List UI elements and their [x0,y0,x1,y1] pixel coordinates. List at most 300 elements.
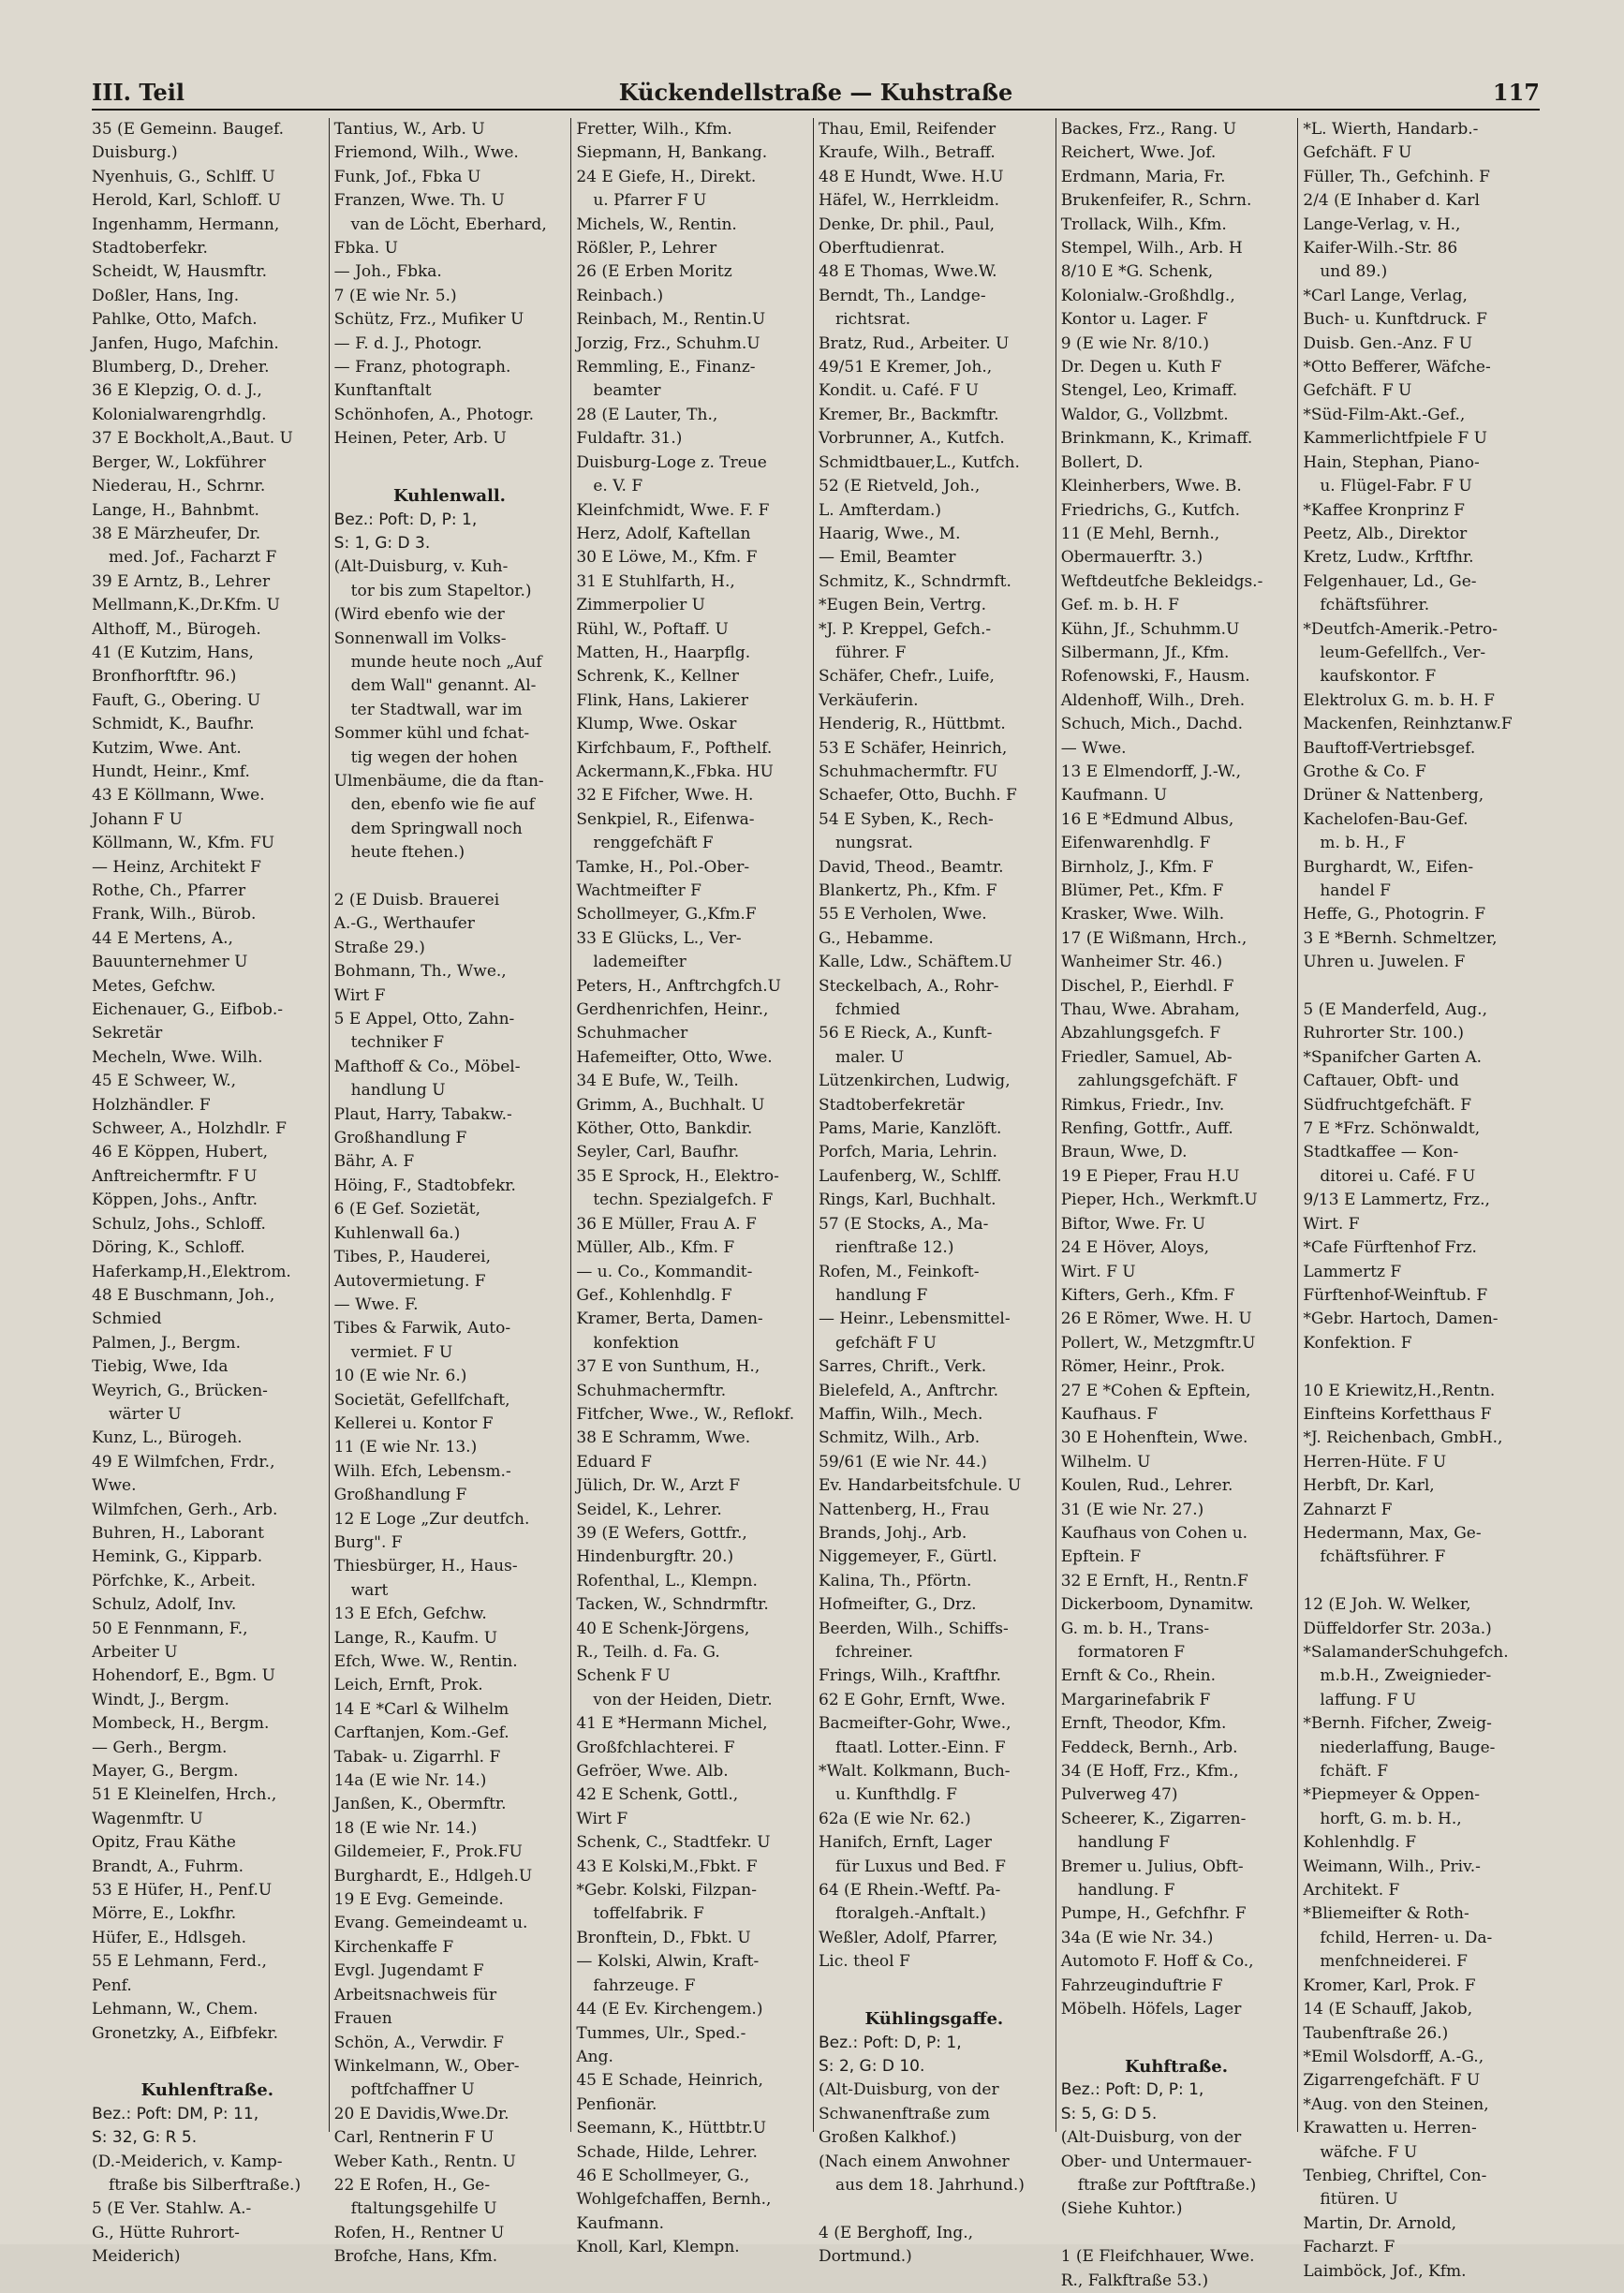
directory-entry-line: Braun, Wwe, D. [1060,1143,1188,1162]
directory-entry-line: (Siehe Kuhtor.) [1060,2199,1183,2219]
header-rule [92,109,1540,111]
directory-entry-line: — Franz, photograph. [333,358,511,377]
directory-entry-line: rienftraße 12.) [835,1238,954,1258]
directory-entry-line: vermiet. F U [350,1342,453,1362]
directory-entry-line: ftaatl. Lotter.-Einn. F [835,1738,1006,1757]
directory-entry-line: Ernft, Theodor, Kfm. [1060,1714,1227,1734]
directory-entry-line: Porfch, Maria, Lehrin. [819,1143,997,1162]
directory-entry-line: Konfektion. F [1303,1333,1412,1353]
directory-entry-line: 56 E Rieck, A., Kunft- [819,1024,993,1043]
directory-entry-line: fchäftsführer. F [1320,1547,1446,1567]
directory-entry-line: Sekretär [92,1024,163,1043]
directory-entry-line: Ackermann,K.,Fbka. HU [576,762,774,781]
directory-entry-line: Kremer, Br., Backmftr. [819,405,999,424]
directory-entry-line: Denke, Dr. phil., Paul, [819,215,996,234]
directory-entry-line: Bauftoff-Vertriebsgef. [1303,738,1476,758]
directory-entry-line: Societät, Gefellfchaft, [333,1390,510,1410]
directory-entry-line: Margarinefabrik F [1060,1690,1211,1709]
directory-entry-line: 50 E Fennmann, F., [92,1619,248,1638]
directory-entry-line: Pollert, W., Metzgmftr.U [1060,1333,1256,1353]
directory-entry-line: Anftreichermftr. F U [92,1166,258,1186]
directory-entry-line: Franzen, Wwe. Th. U [333,191,505,211]
directory-entry-line: Tenbieg, Chriftel, Con- [1303,2166,1487,2185]
directory-entry-line: *Carl Lange, Verlag, [1303,286,1468,305]
directory-entry-line: Hohendorf, E., Bgm. U [92,1666,276,1686]
directory-entry-line: 5 (E Ver. Stahlw. A.- [92,2199,252,2219]
directory-entry-line: Südfruchtgefchäft. F [1303,1095,1472,1115]
directory-entry-line: Lic. theol F [819,1952,910,1972]
directory-entry-line: 6 (E Gef. Sozietät, [333,1200,481,1220]
directory-entry-line: Lützenkirchen, Ludwig, [819,1072,1011,1091]
directory-entry-line: Wilh. Efch, Lebensm.- [333,1461,511,1481]
directory-entry-line: Bremer u. Julius, Obft- [1060,1857,1244,1876]
directory-entry-line: Niggemeyer, F., Gürtl. [819,1547,997,1567]
directory-entry-line: Schäfer, Chefr., Luife, [819,667,995,687]
directory-entry-line: 14 (E Schauff, Jakob, [1303,2000,1473,2019]
directory-entry-line: Schwanenftraße zum [819,2104,991,2123]
directory-entry-line: Düffeldorfer Str. 203a.) [1303,1619,1492,1638]
directory-entry-line: 7 E *Frz. Schönwaldt, [1303,1119,1481,1139]
directory-entry-line: Thau, Wwe. Abraham, [1060,1000,1240,1020]
directory-entry-line: 48 E Buschmann, Joh., [92,1285,275,1305]
directory-entry-line: 55 E Verholen, Wwe. [819,905,987,925]
directory-entry-line: Pahlke, Otto, Mafch. [92,310,258,330]
directory-entry-line: Burg". F [333,1532,403,1552]
directory-entry-line: Wachtmeifter F [576,881,701,900]
directory-entry-line: Beerden, Wilh., Schiffs- [819,1619,1009,1638]
directory-entry-line: ftoralgeh.-Anftalt.) [835,1904,986,1924]
directory-entry-line: Schmitz, Wilh., Arb. [819,1428,981,1448]
directory-entry-line: 38 E Schramm, Wwe. [576,1428,751,1448]
directory-entry-line: S: 2, G: D 10. [819,2056,925,2076]
directory-entry-line: Kalle, Ldw., Schäftem.U [819,953,1012,972]
directory-entry-line: Haferkamp,H.,Elektrom. [92,1262,291,1281]
directory-entry-line: Ingenhamm, Hermann, [92,215,280,234]
directory-entry-line: — Heinr., Lebensmittel- [819,1309,1011,1329]
directory-entry-line: Steckelbach, A., Rohr- [819,976,999,996]
directory-entry-line: Henderig, R., Hüttbmt. [819,715,1006,734]
directory-entry-line: Duisburg-Loge z. Treue [576,452,767,472]
directory-entry-line: Rimkus, Friedr., Inv. [1060,1095,1225,1115]
directory-entry-line: *Cafe Fürftenhof Frz. [1303,1238,1477,1258]
directory-entry-line: R., Teilh. d. Fa. G. [576,1643,720,1662]
directory-entry-line: Pulverweg 47) [1060,1785,1178,1805]
directory-entry-line: Tibes & Farwik, Auto- [333,1319,511,1339]
directory-entry-line: Jorzig, Frz., Schuhm.U [576,333,760,353]
directory-entry-line: Berger, W., Lokführer [92,452,266,472]
directory-entry-line: Hüfer, E., Hdlsgeh. [92,1928,246,1947]
directory-entry-line: Bronfhorftftr. 96.) [92,667,237,687]
directory-entry-line: Wirt. F [1303,1214,1360,1234]
directory-entry-line: 44 (E Ev. Kirchengem.) [576,2000,763,2019]
directory-entry-line: Bez.: Poft: D, P: 1, [333,510,478,529]
directory-entry-line: Kalina, Th., Pförtn. [819,1571,972,1590]
directory-entry-line: 36 E Müller, Frau A. F [576,1214,757,1234]
directory-entry-line: Kaufmann. [576,2213,664,2233]
directory-entry-line: handlung F [1077,1833,1171,1853]
directory-entry-line: Häfel, W., Herrkleidm. [819,191,1000,211]
directory-entry-line: Kleinherbers, Wwe. B. [1060,477,1242,496]
directory-entry-line: *Spanifcher Garten A. [1303,1047,1483,1067]
directory-entry-line: Ober- und Untermauer- [1060,2152,1252,2171]
directory-entry-line: niederlaffung, Bauge- [1320,1738,1496,1757]
directory-entry-line: Rothe, Ch., Pfarrer [92,881,246,900]
directory-entry-line: Remmling, E., Finanz- [576,358,756,377]
directory-entry-line: *Emil Wolsdorff, A.-G., [1303,2047,1484,2066]
directory-entry-line: Fürftenhof-Weinftub. F [1303,1285,1488,1305]
directory-entry-line: 45 E Schweer, W., [92,1072,237,1091]
directory-entry-line: 10 (E wie Nr. 6.) [333,1367,467,1386]
directory-entry-line: (D.-Meiderich, v. Kamp- [92,2152,283,2171]
directory-entry-line: 37 E Bockholt,A.,Baut. U [92,429,293,449]
directory-entry-line: Krasker, Wwe. Wilh. [1060,905,1225,925]
directory-entry-line: Kramer, Berta, Damen- [576,1309,763,1329]
directory-entry-line: ter Stadtwall, war im [350,700,523,719]
directory-entry-line: 39 (E Wefers, Gottfr., [576,1523,747,1543]
directory-entry-line: Lammertz F [1303,1262,1402,1281]
directory-entry-line: 53 E Schäfer, Heinrich, [819,738,1008,758]
directory-entry-line: Krawatten u. Herren- [1303,2119,1477,2138]
directory-entry-line: 53 E Hüfer, H., Penf.U [92,1881,273,1901]
directory-entry-line: für Luxus und Bed. F [835,1857,1006,1876]
directory-entry-line: 41 E *Hermann Michel, [576,1714,768,1734]
directory-entry-line: 2/4 (E Inhaber d. Karl [1303,191,1480,211]
directory-columns [92,118,1540,2290]
directory-entry-line: Niederau, H., Schrnr. [92,477,266,496]
directory-entry-line: m.b.H., Zweignieder- [1320,1666,1492,1686]
directory-entry-line: 3 E *Bernh. Schmeltzer, [1303,928,1498,948]
directory-entry-line: 12 E Loge „Zur deutfch. [333,1509,530,1529]
directory-entry-line: Laimböck, Jof., Kfm. [1303,2261,1467,2281]
directory-entry-line: ftraße zur Poftftraße.) [1077,2175,1257,2195]
directory-entry-line: Hundt, Heinr., Kmf. [92,762,250,781]
directory-entry-line: konfektion [593,1333,679,1353]
directory-entry-line: David, Theod., Beamtr. [819,857,1004,877]
directory-entry-line: Kuhlenftraße. [140,2080,274,2101]
directory-entry-line: führer. F [835,643,907,662]
directory-entry-line: 64 (E Rhein.-Weftf. Pa- [819,1881,1001,1901]
directory-entry-line: Römer, Heinr., Prok. [1060,1357,1226,1377]
directory-entry-line: richtsrat. [835,310,911,330]
directory-entry-line: Wwe. [92,1476,137,1496]
directory-entry-line: Martin, Dr. Arnold, [1303,2213,1457,2233]
directory-entry-line: beamter [593,381,661,401]
directory-entry-line: Frauen [333,2009,392,2029]
directory-entry-line: Großfchlachterei. F [576,1738,735,1757]
directory-entry-line: Blümer, Pet., Kfm. F [1060,881,1224,900]
directory-entry-line: Rofen, M., Feinkoft- [819,1262,980,1281]
directory-entry-line: Friemond, Wilh., Wwe. [333,143,519,163]
directory-entry-line: Funk, Jof., Fbka U [333,167,481,186]
directory-entry-line: Bauunternehmer U [92,953,248,972]
directory-entry-line: 49 E Wilmfchen, Frdr., [92,1452,275,1472]
directory-entry-line: Pörfchke, K., Arbeit. [92,1571,256,1590]
directory-entry-line: Herz, Adolf, Kaftellan [576,524,751,543]
directory-entry-line: Schollmeyer, G.,Kfm.F [576,905,757,925]
directory-entry-line: Bollert, D. [1060,452,1144,472]
directory-entry-line: Straße 29.) [333,938,425,957]
directory-entry-line: 43 E Kolski,M.,Fbkt. F [576,1857,758,1876]
directory-entry-line: Laufenberg, W., Schlff. [819,1166,1002,1186]
directory-entry-line: Frings, Wilh., Kraftfhr. [819,1666,1001,1686]
directory-entry-line: Nattenberg, H., Frau [819,1500,990,1519]
directory-entry-line: Kirfchbaum, F., Pofthelf. [576,738,773,758]
directory-entry-line: — Wwe. [1060,738,1127,758]
directory-entry-line: 62 E Gohr, Ernft, Wwe. [819,1690,1006,1709]
directory-entry-line: Buch- u. Kunftdruck. F [1303,310,1487,330]
directory-entry-line: Köllmann, W., Kfm. FU [92,834,275,853]
directory-entry-line: 1 (E Fleifchhauer, Wwe. [1060,2247,1255,2267]
directory-entry-line: Kleinfchmidt, Wwe. F. F [576,500,770,520]
directory-entry-line: Kondit. u. Café. F U [819,381,979,401]
directory-entry-line: S: 1, G: D 3. [333,533,431,553]
directory-entry-line: heute ftehen.) [350,843,465,863]
directory-entry-line: den, ebenfo wie fie auf [350,795,535,815]
directory-entry-line: 31 E Stuhlfarth, H., [576,571,735,591]
directory-entry-line: Peetz, Alb., Direktor [1303,524,1468,543]
directory-entry-line: Zahnarzt F [1303,1500,1393,1519]
directory-entry-line: G., Hebamme. [819,928,934,948]
directory-entry-line: Schulz, Johs., Schloff. [92,1214,266,1234]
blank-line [1303,1570,1534,1593]
directory-entry-line: Herbft, Dr. Karl, [1303,1476,1435,1496]
directory-entry-line: fchmied [835,1000,901,1020]
directory-entry-line: 40 E Schenk-Jörgens, [576,1619,750,1638]
directory-entry-line: Scheerer, K., Zigarren- [1060,1809,1247,1828]
blank-line [1303,975,1534,999]
directory-entry-line: med. Jof., Facharzt F [109,548,277,568]
directory-entry-line: Mörre, E., Lokfhr. [92,1904,237,1924]
directory-entry-line: Ang. [576,2047,613,2066]
blank-line [819,1975,1050,1998]
directory-entry-line: Fretter, Wilh., Kfm. [576,120,732,139]
directory-entry-line: Bez.: Poft: D, P: 1, [1060,2080,1204,2100]
directory-entry-line: Leich, Ernft, Prok. [333,1676,483,1695]
directory-entry-line: zahlungsgefchäft. F [1077,1072,1238,1091]
directory-entry-line: Abzahlungsgefch. F [1060,1024,1221,1043]
directory-entry-line: Schade, Hilde, Lehrer. [576,2142,758,2162]
directory-entry-line: Kühlingsgaffe. [864,2009,1004,2030]
directory-entry-line: Wanheimer Str. 46.) [1060,953,1223,972]
directory-entry-line: Tabak- u. Zigarrhl. F [333,1747,501,1767]
directory-entry-line: Drüner & Nattenberg, [1303,786,1484,806]
street-range-title: Kückendellstraße — Kuhstraße [618,79,1013,106]
directory-entry-line: S: 32, G: R 5. [92,2128,198,2148]
directory-entry-line: Maffin, Wilh., Mech. [819,1404,983,1424]
directory-entry-line: Schweer, A., Holzhdlr. F [92,1119,287,1139]
directory-entry-line: Janßen, K., Obermftr. [333,1795,507,1814]
directory-entry-line: Dickerboom, Dynamitw. [1060,1595,1254,1615]
directory-entry-line: Autovermietung. F [333,1271,486,1291]
directory-entry-line: Eduard F [576,1452,652,1472]
directory-entry-line: 35 (E Gemeinn. Baugef. [92,120,285,139]
directory-entry-line: 13 E Efch, Gefchw. [333,1605,487,1624]
directory-entry-line: maler. U [835,1047,905,1067]
directory-entry-line: Bratz, Rud., Arbeiter. U [819,333,1010,353]
directory-entry-line: 11 (E wie Nr. 13.) [333,1438,478,1457]
directory-entry-line: 9 (E wie Nr. 8/10.) [1060,333,1209,353]
directory-entry-line: Heffe, G., Photogrin. F [1303,905,1486,925]
directory-entry-line: fitüren. U [1320,2190,1398,2210]
directory-entry-line: Möbelh. Höfels, Lager [1060,2000,1242,2019]
directory-entry-line: Sommer kühl und fchat- [333,724,530,744]
directory-entry-line: Lange-Verlag, v. H., [1303,215,1461,234]
directory-entry-line: Tiebig, Wwe, Ida [92,1357,229,1377]
directory-entry-line: 42 E Schenk, Gottl., [576,1785,739,1805]
directory-entry-line: Fauft, G., Obering. U [92,690,261,710]
directory-entry-line: Schuch, Mich., Dachd. [1060,715,1244,734]
directory-entry-line: Taubenftraße 26.) [1303,2023,1449,2043]
directory-entry-line: Kuhlenwall 6a.) [333,1223,461,1243]
directory-entry-line: Windt, J., Bergm. [92,1690,229,1709]
directory-entry-line: Biftor, Wwe. Fr. U [1060,1214,1206,1234]
directory-entry-line: Kromer, Karl, Prok. F [1303,1975,1476,1995]
directory-entry-line: 20 E Davidis,Wwe.Dr. [333,2104,509,2123]
directory-entry-line: Frank, Wilh., Bürob. [92,905,257,925]
directory-entry-line: Buhren, H., Laborant [92,1523,264,1543]
directory-entry-line: — Kolski, Alwin, Kraft- [576,1952,760,1972]
directory-entry-line: Janfen, Hugo, Mafchin. [92,333,279,353]
directory-entry-line: Arbeitsnachweis für [333,1985,497,2005]
directory-entry-line: 22 E Rofen, H., Ge- [333,2175,491,2195]
directory-entry-line: 34 E Bufe, W., Teilh. [576,1072,739,1091]
directory-entry-line: fchäft. F [1320,1762,1388,1782]
directory-entry-line: Einfteins Korfetthaus F [1303,1404,1492,1424]
directory-entry-line: Trollack, Wilh., Kfm. [1060,215,1227,234]
directory-entry-line: — Wwe. F. [333,1294,419,1314]
directory-entry-line: 33 E Glücks, L., Ver- [576,928,742,948]
directory-entry-line: Rofen, H., Rentner U [333,2223,505,2242]
column-5 [1056,118,1298,2290]
directory-entry-line: Kellerei u. Kontor F [333,1413,494,1433]
directory-entry-line: Schmied [92,1309,162,1329]
directory-entry-line: Kaufmann. U [1060,786,1168,806]
directory-entry-line: Schenk, C., Stadtfekr. U [576,1833,771,1853]
directory-entry-line: (Wird ebenfo wie der [333,605,505,625]
directory-entry-line: Bacmeifter-Gohr, Wwe., [819,1714,1011,1734]
directory-entry-line: Pams, Marie, Kanzlöft. [819,1119,1002,1139]
directory-entry-line: Kaufhaus. F [1060,1404,1159,1424]
directory-entry-line: handel F [1320,881,1391,900]
directory-entry-line: *Gebr. Kolski, Filzpan- [576,1881,757,1901]
page-number: 117 [1492,79,1540,106]
directory-entry-line: Matten, H., Haarpflg. [576,643,751,662]
directory-entry-line: Siepmann, H, Bankang. [576,143,768,163]
directory-entry-line: Tummes, Ulr., Sped.- [576,2023,746,2043]
directory-entry-line: (Alt-Duisburg, von der [1060,2128,1242,2148]
directory-entry-line: *Süd-Film-Akt.-Gef., [1303,405,1466,424]
directory-entry-line: Schmidtbauer,L., Kutfch. [819,452,1020,472]
directory-entry-line: Schönhofen, A., Photogr. [333,405,534,424]
directory-entry-line: wart [350,1580,389,1600]
directory-entry-line: Verkäuferin. [819,690,919,710]
directory-entry-line: Stadtkaffee — Kon- [1303,1143,1459,1162]
directory-entry-line: Holzhändler. F [92,1095,211,1115]
directory-entry-line: *Piepmeyer & Oppen- [1303,1785,1481,1805]
directory-entry-line: 46 E Köppen, Hubert, [92,1143,268,1162]
directory-entry-line: Hanifch, Ernft, Lager [819,1833,992,1853]
directory-entry-line: *Otto Befferer, Wäfche- [1303,358,1491,377]
directory-entry-line: 19 E Evg. Gemeinde. [333,1890,504,1910]
directory-entry-line: Kirchenkaffe F [333,1937,454,1957]
directory-entry-line: Schenk F U [576,1666,671,1686]
directory-entry-line: Elektrolux G. m. b. H. F [1303,690,1495,710]
directory-entry-line: 43 E Köllmann, Wwe. [92,786,265,806]
directory-entry-line: — u. Co., Kommandit- [576,1262,753,1281]
directory-entry-line: Efch, Wwe. W., Rentin. [333,1652,518,1671]
directory-entry-line: Dischel, P., Eierhdl. F [1060,976,1234,996]
directory-entry-line: Fuldaftr. 31.) [576,429,683,449]
directory-entry-line: 57 (E Stocks, A., Ma- [819,1214,989,1234]
directory-entry-line: 46 E Schollmeyer, G., [576,2166,750,2185]
directory-entry-line: ftraße bis Silberftraße.) [109,2175,302,2195]
directory-entry-line: 41 (E Kutzim, Hans, [92,643,254,662]
directory-entry-line: *Walt. Kolkmann, Buch- [819,1762,1011,1782]
directory-entry-line: Plaut, Harry, Tabakw.- [333,1104,512,1124]
directory-entry-line: Lehmann, W., Chem. [92,2000,258,2019]
directory-entry-line: Doßler, Hans, Ing. [92,286,240,305]
directory-entry-line: techniker F [350,1033,445,1053]
directory-entry-line: Bronftein, D., Fbkt. U [576,1928,751,1947]
directory-entry-line: 28 (E Lauter, Th., [576,405,718,424]
directory-entry-line: Wilhelm. U [1060,1452,1151,1472]
directory-entry-line: wäfche. F U [1320,2142,1418,2162]
directory-entry-line: Füller, Th., Gefchinh. F [1303,167,1490,186]
directory-entry-line: Eichenauer, G., Eifbob.- [92,1000,284,1020]
directory-entry-line: e. V. F [593,477,643,496]
directory-entry-line: Hofmeifter, G., Drz. [819,1595,977,1615]
directory-entry-line: Bohmann, Th., Wwe., [333,962,507,982]
column-1 [92,118,329,2267]
directory-entry-line: Hindenburgftr. 20.) [576,1547,734,1567]
blank-line [334,451,566,475]
directory-entry-line: Waldor, G., Vollzbmt. [1060,405,1229,424]
directory-entry-line: 32 E Ernft, H., Rentn.F [1060,1571,1248,1590]
directory-entry-line: Flink, Hans, Lakierer [576,690,749,710]
directory-entry-line: *J. P. Kreppel, Gefch.- [819,619,992,639]
directory-entry-line: 54 E Syben, K., Rech- [819,809,994,829]
directory-entry-line: u. Kunfthdlg. F [835,1785,957,1805]
directory-entry-line: Ernft & Co., Rhein. [1060,1666,1216,1686]
directory-entry-line: Hedermann, Max, Ge- [1303,1523,1482,1543]
directory-entry-line: Gildemeier, F., Prok.FU [333,1842,523,1862]
directory-entry-line: Architekt. F [1303,1881,1400,1901]
directory-entry-line: Brandt, A., Fuhrm. [92,1857,244,1876]
directory-entry-line: kaufskontor. F [1320,667,1437,687]
directory-entry-line: Silbermann, Jf., Kfm. [1060,643,1230,662]
directory-entry-line: 8/10 E *G. Schenk, [1060,262,1214,282]
directory-entry-line: 55 E Lehmann, Ferd., [92,1952,267,1972]
directory-entry-line: Winkelmann, W., Ober- [333,2056,520,2076]
directory-entry-line: 62a (E wie Nr. 62.) [819,1809,971,1828]
directory-entry-line: Gef. m. b. H. F [1060,596,1179,615]
directory-entry-line: Wirt. F U [1060,1262,1136,1281]
directory-entry-line: Renfing, Gottfr., Auff. [1060,1119,1233,1139]
directory-entry-line: — Joh., Fbka. [333,262,442,282]
directory-entry-line: Dr. Degen u. Kuth F [1060,358,1222,377]
directory-entry-line: Kachelofen-Bau-Gef. [1303,809,1469,829]
directory-entry-line: Metes, Gefchw. [92,976,216,996]
directory-entry-line: 30 E Hohenftein, Wwe. [1060,1428,1248,1448]
directory-entry-line: G. m. b. H., Trans- [1060,1619,1210,1638]
directory-entry-line: Sarres, Chrift., Verk. [819,1357,987,1377]
directory-entry-line: Schuhmachermftr. [576,1381,727,1400]
directory-entry-line: Epftein. F [1060,1547,1142,1567]
directory-entry-line: 26 (E Erben Moritz [576,262,732,282]
directory-entry-line: Zimmerpolier U [576,596,705,615]
directory-entry-line: *Eugen Bein, Vertrg. [819,596,987,615]
blank-line [92,2046,323,2069]
